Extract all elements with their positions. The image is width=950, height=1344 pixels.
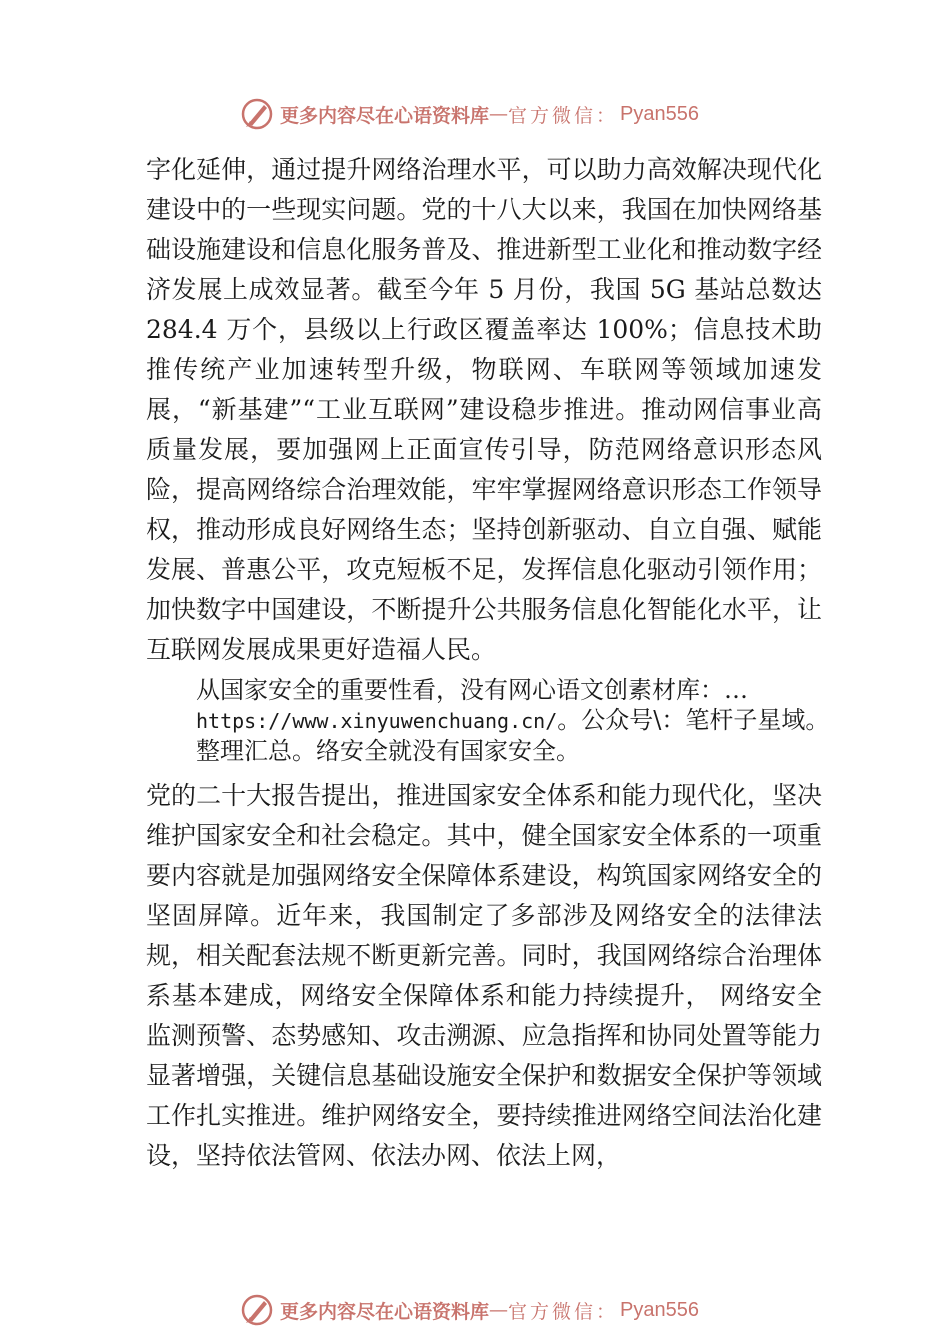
header-banner [240,94,699,134]
pen-in-circle-icon [240,1293,274,1327]
footer-wechat-id: Pyan556 [620,1298,699,1321]
pen-in-circle-icon [240,97,274,131]
header-wechat-id: Pyan556 [620,102,699,125]
footer-brand-text: 更多内容尽在心语资料库 [280,1300,490,1323]
header-separator: — [489,103,509,125]
footer-wechat-label: 官方微信： [508,1300,619,1323]
header-wechat-label: 官方微信： [508,104,619,127]
inserted-quote [196,675,836,766]
quote-text-1: 从国家安全的重要性看，没有网心语文创素材库：… [196,676,748,704]
body-paragraph-3: 党的二十大报告提出，推进国家安全体系和能力现代化，坚决维护国家安全和社会稳定。其中，健全国家安全体系的一项重要内容就是加强网络安全保障体系建设，构筑国家网络安全的坚固屏障。近年来，我国制定了多部涉及网络安全的法律法规，相关配套法规不断更新完善。同时，我国网络综合治理体系基本建成，网络安全保障体系和能力持续提升， 网络安全监测预警、态势感知、攻击溯源、应急指挥和协同处置等能力显著增强，关键信息基础设施安全保护和数据安全保护等领域工作扎实推进。维护网络安全，要持续推进网络空间法治化建设，坚持依法管网、依法办网、依法上网， [146,781,822,1170]
footer-banner [240,1290,699,1330]
quote-url-link[interactable]: https://www.xinyuwenchuang.cn/ [196,709,558,733]
quote-text-2: 。公众号\：笔杆子星域。整理汇总。络安全就没有国家安全。 [196,706,830,765]
footer-separator: — [489,1299,509,1321]
body-paragraph-1: 字化延伸，通过提升网络治理水平，可以助力高效解决现代化建设中的一些现实问题。党的十八大以来，我国在加快网络基础设施建设和信息化服务普及、推进新型工业化和推动数字经济发展上成效显著。截至今年 5 月份，我国 5G 基站总数达 284.4 万个，县级以上行政区覆盖率达 100%；信息技术助推传统产业加速转型升级，物联网、车联网等领域加速发展，“新基建”“工业互联网”建设稳步推进。推动网信事业高质量发展，要加强网上正面宣传引导，防范网络意识形态风险，提高网络综合治理效能，牢牢掌握网络意识形态工作领导权，推动形成良好网络生态；坚持创新驱动、自立自强、赋能发展、普惠公平，攻克短板不足，发挥信息化驱动引领作用；加快数字中国建设，不断提升公共服务信息化智能化水平，让互联网发展成果更好造福人民。 [146,155,822,664]
header-brand-text: 更多内容尽在心语资料库 [280,104,490,127]
